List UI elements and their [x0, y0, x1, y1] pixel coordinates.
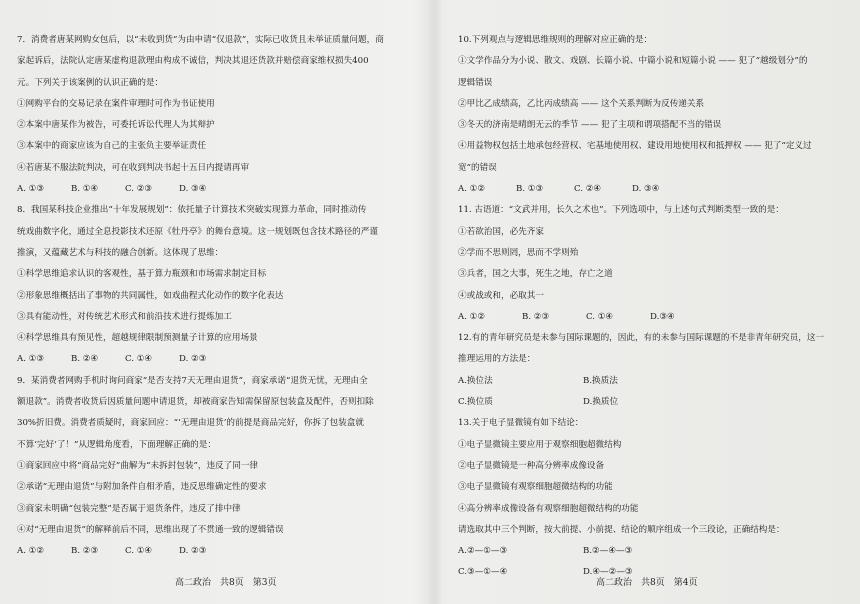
- q9-stem-line: 30%折旧费。消费者质疑时，商家回应：“‘无理由退货’的前提是商品完好，你拆了包装盒就: [17, 418, 364, 429]
- q7-item: ①网购平台的交易记录在案件审理时可作为书证使用: [17, 98, 215, 109]
- q10-item: ③冬天的济南是晴朗无云的季节 —— 犯了主项和谓项搭配不当的错误: [458, 120, 722, 131]
- q13-item: ③电子显微镜有观察细胞超微结构的功能: [458, 482, 613, 493]
- q9-stem-line: 不算‘完好’了！”从逻辑角度看，下面理解正确的是：: [17, 439, 216, 450]
- q7-stem-line: 家起诉后，法院认定唐某虚构退款理由构成不诚信，判决其退还货款并赔偿商家维权损失400: [17, 56, 369, 67]
- q12-stem-line: 12.有的青年研究员是未参与国际课题的，因此，有的未参与国际课题的不是非青年研究员，这一: [458, 333, 825, 344]
- q7-options: [17, 179, 422, 200]
- q11-option-d: D.③④: [650, 311, 675, 322]
- q10-item: ②甲比乙成绩高，乙比丙成绩高 —— 这个关系判断为反传递关系: [458, 98, 705, 109]
- q13-item: ②电子显微镜是一种高分辨率成像设备: [458, 460, 605, 471]
- q12-stem-line: 推理运用的方法是：: [458, 354, 536, 365]
- q7-item: ③本案中的商家应该为自己的主张负主要举证责任: [17, 141, 207, 152]
- q13-options-row: [458, 541, 836, 562]
- q7-item: ④若唐某不服法院判决，可在收到判决书起十五日内提请再审: [17, 162, 250, 173]
- question-8: [17, 200, 422, 370]
- q8-item: ④科学思维具有预见性，超越规律限制预测量子计算的应用场景: [17, 333, 258, 344]
- q8-item: ①科学思维追求认识的客观性，基于算力瓶颈和市场需求制定目标: [17, 269, 267, 280]
- page-footer-right: 高二政治 共8页 第4页: [596, 578, 698, 588]
- q11-item: ④或战或和，必取其一: [458, 290, 544, 301]
- question-10: [458, 30, 836, 200]
- q9-item: ②承诺“无理由退货”与附加条件自相矛盾，违反思维确定性的要求: [17, 482, 267, 493]
- q11-option-c: C. ①④: [586, 311, 614, 322]
- q9-option-d: D. ②③: [179, 546, 207, 557]
- q7-option-c: C. ②③: [125, 184, 153, 195]
- q7-stem-line: 元。下列关于该案例的认识正确的是：: [17, 77, 164, 88]
- q9-item: ③商家未明确“包装完整”是否属于退货条件，违反了排中律: [17, 503, 241, 514]
- q8-item: ③具有能动性，对传统艺术形式和前沿技术进行提炼加工: [17, 311, 232, 322]
- q11-item: ①若欲治国，必先齐家: [458, 226, 544, 237]
- q11-item: ③兵者，国之大事，死生之地，存亡之道: [458, 269, 613, 280]
- q13-item: ①电子显微镜主要应用于观察细胞超微结构: [458, 439, 622, 450]
- q10-option-c: C. ②④: [574, 184, 602, 195]
- q10-options: [458, 179, 836, 200]
- q13-option-a: A.②—①—③: [458, 546, 508, 557]
- q13-option-b: B.②—④—③: [583, 546, 633, 557]
- q7-option-b: B. ①④: [71, 184, 99, 195]
- question-11: [458, 200, 836, 328]
- q8-stem-line: 统戏曲数字化，通过全息投影技术还原《牡丹亭》的舞台意境。这一规划既包含技术路径的严谨: [17, 226, 378, 237]
- q13-instruction: 请选取其中三个判断，按大前提、小前提、结论的顺序组成一个三段论，正确结构是：: [458, 524, 785, 535]
- q7-option-a: A. ①③: [17, 184, 45, 195]
- q12-option-d: D.换质位: [583, 397, 619, 408]
- q9-stem-line: 额退款”。消费者收货后因质量问题申请退货，却被商家告知需保留原包装盒及配件，否则扣除: [17, 397, 374, 408]
- q8-item: ②形象思维概括出了事物的共同属性，如戏曲程式化动作的数字化表达: [17, 290, 284, 301]
- q11-options: [458, 307, 836, 328]
- q10-option-b: B. ①③: [516, 184, 544, 195]
- q10-stem-line: 10.下列观点与逻辑思维规则的理解对应正确的是：: [458, 35, 653, 45]
- left-page: [17, 30, 422, 562]
- q9-item: ④对“无理由退货”的解释前后不同，思维出现了不贯通一致的逻辑错误: [17, 524, 284, 535]
- q9-options: [17, 541, 422, 562]
- q10-option-a: A. ①②: [458, 184, 486, 195]
- q8-option-b: B. ②④: [71, 354, 99, 365]
- question-9: [17, 371, 422, 563]
- q7-option-d: D. ③④: [179, 184, 207, 195]
- page-footer-left: 高二政治 共8页 第3页: [175, 578, 277, 588]
- q8-option-a: A. ①③: [17, 354, 45, 365]
- q11-stem-line: 11. 古语道：“文武并用，长久之术也”。下列选项中，与上述句式判断类型一致的是：: [458, 205, 784, 216]
- q10-option-d: D. ③④: [632, 184, 660, 195]
- q9-stem-line: 9．某消费者网购手机时询问商家“是否支持7天无理由退货”，商家承诺“退货无忧，无理由全: [17, 375, 368, 386]
- q11-option-b: B. ②③: [522, 311, 550, 322]
- q10-item: ④用益物权包括土地承包经营权、宅基地使用权、建设用地使用权和抵押权 —— 犯了“定义过: [458, 141, 812, 152]
- question-7: [17, 30, 422, 200]
- q12-option-a: A.换位法: [458, 375, 493, 386]
- question-13: [458, 413, 836, 583]
- question-12: [458, 328, 836, 413]
- q11-option-a: A. ①②: [458, 311, 486, 322]
- q12-option-b: B.换质法: [583, 375, 618, 386]
- q7-stem-line: 7．消费者唐某网购女包后，以“未收到货”为由申请“仅退款”，实际已收货且未举证质量问题，商: [17, 35, 384, 45]
- q8-option-d: D. ②③: [179, 354, 207, 365]
- q10-item: 宽”的错误: [458, 162, 497, 173]
- q9-option-a: A. ①②: [17, 546, 45, 557]
- right-page: [458, 30, 836, 584]
- q13-option-d: D.④—②—③: [583, 567, 633, 578]
- q13-stem-line: 13.关于电子显微镜有如下结论：: [458, 418, 584, 429]
- q13-option-c: C.③—①—④: [458, 567, 508, 578]
- q7-item: ②本案中唐某作为被告，可委托诉讼代理人为其辩护: [17, 120, 215, 131]
- q9-item: ①商家回应中将“商品完好”曲解为“未拆封包装”，违反了同一律: [17, 460, 259, 471]
- q12-option-c: C.换位质: [458, 397, 493, 408]
- q8-stem-line: 8．我国某科技企业推出“十年发展规划”：依托量子计算技术突破实现算力革命，同时推动传: [17, 205, 367, 216]
- q13-item: ④高分辨率成像设备有观察细胞超微结构的功能: [458, 503, 639, 514]
- q9-option-c: C. ①④: [125, 546, 153, 557]
- q8-option-c: C. ①④: [125, 354, 153, 365]
- q12-options-row: [458, 371, 836, 392]
- q11-item: ②学而不思则罔，思而不学则殆: [458, 247, 579, 258]
- q8-options: [17, 349, 422, 370]
- q10-item: ①文学作品分为小说、散文、戏剧、长篇小说、中篇小说和短篇小说 —— 犯了“越级划分”的: [458, 56, 808, 67]
- q12-options-row: [458, 392, 836, 413]
- q9-option-b: B. ②③: [71, 546, 99, 557]
- q8-stem-line: 推演，又蕴藏艺术与科技的融合创新。这体现了思维：: [17, 247, 224, 258]
- q10-item: 逻辑错误: [458, 77, 493, 88]
- page-fold: [428, 0, 442, 604]
